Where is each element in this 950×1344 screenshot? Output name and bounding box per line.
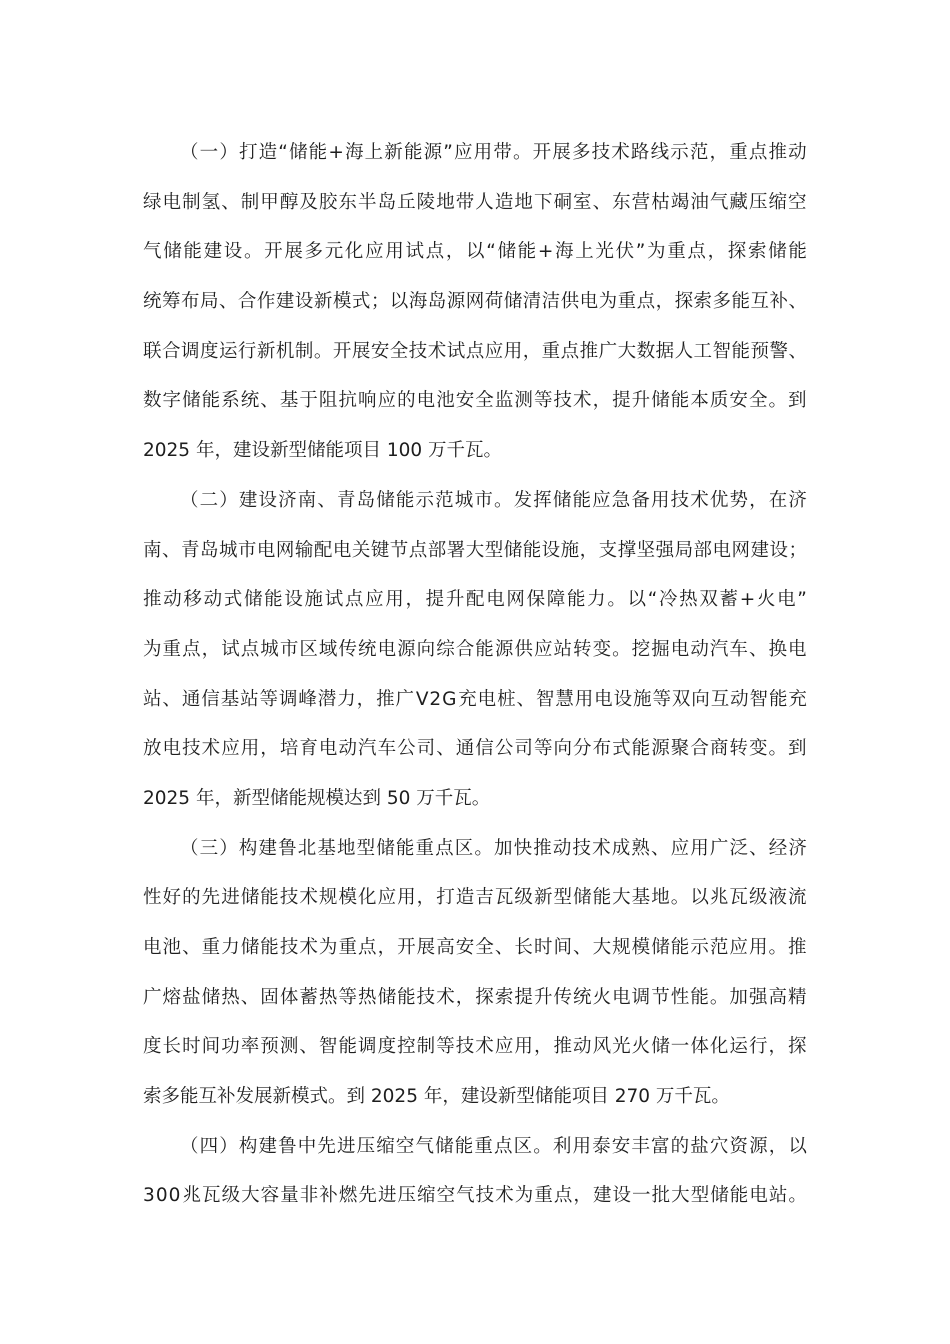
text-line: 索多能互补发展新模式。到 2025 年，建设新型储能项目 270 万千瓦。 xyxy=(143,1086,730,1108)
document-body xyxy=(143,128,807,1221)
text-line: 推 动 移 动 式 储 能 设 施 试 点 应 用 ， 提 升 配 电 网 保 障 能 力 。 以 “ 冷 热 双 蓄 + 火 电 ” xyxy=(143,589,807,611)
text-line: 气 储 能 建 设 。 开 展 多 元 化 应 用 试 点 ， 以 “ 储 能 + 海 上 光 伏 ” 为 重 点 ， 探 索 储 能 xyxy=(143,241,807,263)
text-line: 2025 年，新型储能规模达到 50 万千瓦。 xyxy=(143,787,491,809)
text-line: 2025 年，建设新型储能项目 100 万千瓦。 xyxy=(143,440,503,462)
text-line: 统 筹 布 局 、 合 作 建 设 新 模 式 ； 以 海 岛 源 网 荷 储 清 洁 供 电 为 重 点 ， 探 索 多 能 互 补 、 xyxy=(143,291,807,313)
text-line: 性 好 的 先 进 储 能 技 术 规 模 化 应 用 ， 打 造 吉 瓦 级 新 型 储 能 大 基 地 。 以 兆 瓦 级 液 流 xyxy=(143,887,807,909)
text-line: 电 池 、 重 力 储 能 技 术 为 重 点 ， 开 展 高 安 全 、 长 时 间 、 大 规 模 储 能 示 范 应 用 。 推 xyxy=(143,937,807,958)
text-line: 南 、 青 岛 城 市 电 网 输 配 电 关 键 节 点 部 署 大 型 储 能 设 施 ， 支 撑 坚 强 局 部 电 网 建 设 ； xyxy=(143,539,807,561)
text-line: （ 二 ） 建 设 济 南 、 青 岛 储 能 示 范 城 市 。 发 挥 储 能 应 急 备 用 技 术 优 势 ， 在 济 xyxy=(180,489,807,511)
text-line: 广 熔 盐 储 热 、 固 体 蓄 热 等 热 储 能 技 术 ， 探 索 提 升 传 统 火 电 调 节 性 能 。 加 强 高 精 xyxy=(143,986,807,1008)
text-line: （ 一 ） 打 造 “ 储 能 + 海 上 新 能 源 ” 应 用 带 。 开 展 多 技 术 路 线 示 范 ， 重 点 推 动 xyxy=(180,142,807,163)
text-line: 度 长 时 间 功 率 预 测 、 智 能 调 度 控 制 等 技 术 应 用 ， 推 动 风 光 火 储 一 体 化 运 行 ， 探 xyxy=(143,1036,807,1058)
text-line: 数 字 储 能 系 统 、 基 于 阻 抗 响 应 的 电 池 安 全 监 测 等 技 术 ， 提 升 储 能 本 质 安 全 。 到 xyxy=(143,390,807,412)
text-line: 联 合 调 度 运 行 新 机 制 。 开 展 安 全 技 术 试 点 应 用 ， 重 点 推 广 大 数 据 人 工 智 能 预 警 、 xyxy=(143,340,807,362)
text-line: （ 四 ） 构 建 鲁 中 先 进 压 缩 空 气 储 能 重 点 区 。 利 用 泰 安 丰 富 的 盐 穴 资 源 ， 以 xyxy=(180,1135,807,1157)
text-line: 绿 电 制 氢 、 制 甲 醇 及 胶 东 半 岛 丘 陵 地 带 人 造 地 下 硐 室 、 东 营 枯 竭 油 气 藏 压 缩 空 xyxy=(143,191,807,213)
text-line: 放 电 技 术 应 用 ， 培 育 电 动 汽 车 公 司 、 通 信 公 司 等 向 分 布 式 能 源 聚 合 商 转 变 。 到 xyxy=(143,738,807,760)
text-line: 3 0 0 兆 瓦 级 大 容 量 非 补 燃 先 进 压 缩 空 气 技 术 为 重 点 ， 建 设 一 批 大 型 储 能 电 站 。 xyxy=(143,1185,807,1207)
text-line: 站 、 通 信 基 站 等 调 峰 潜 力 ， 推 广 V 2 G 充 电 桩 、 智 慧 用 电 设 施 等 双 向 互 动 智 能 充 xyxy=(143,688,807,710)
text-line: 为 重 点 ， 试 点 城 市 区 域 传 统 电 源 向 综 合 能 源 供 应 站 转 变 。 挖 掘 电 动 汽 车 、 换 电 xyxy=(143,638,807,660)
text-line: （ 三 ） 构 建 鲁 北 基 地 型 储 能 重 点 区 。 加 快 推 动 技 术 成 熟 、 应 用 广 泛 、 经 济 xyxy=(180,837,807,859)
